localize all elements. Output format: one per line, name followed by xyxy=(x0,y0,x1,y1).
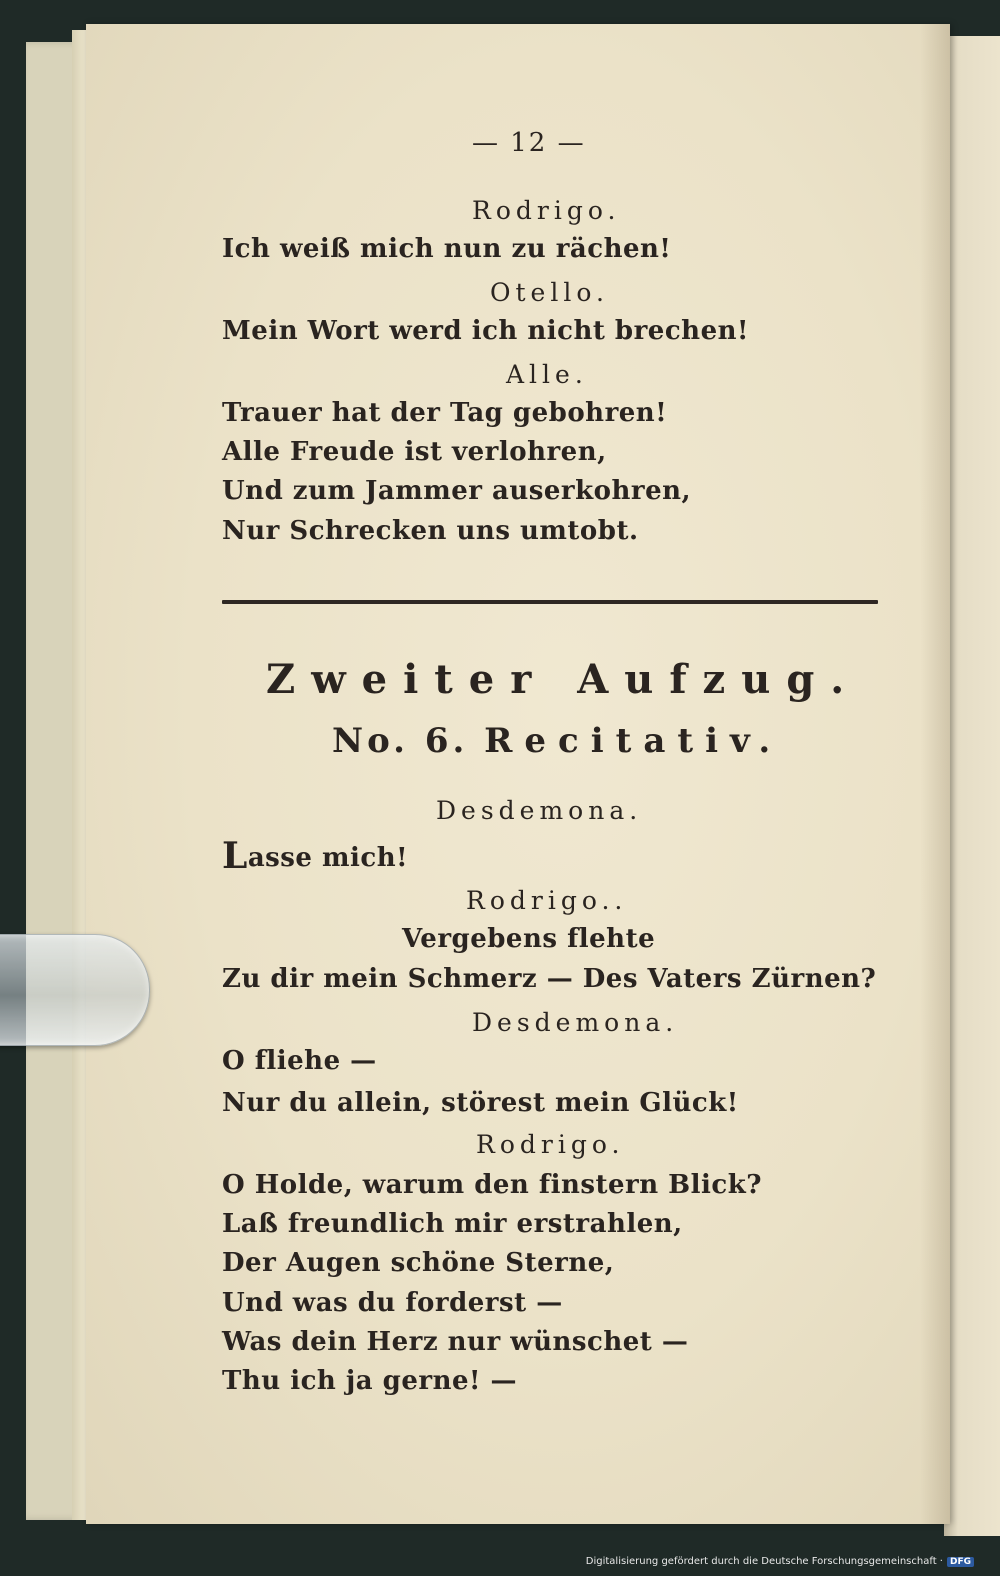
page-number: — 12 — xyxy=(472,128,586,158)
verse-line: Vergebens flehte xyxy=(402,924,656,954)
verse-line: Zu dir mein Schmerz — Des Vaters Zürnen? xyxy=(222,964,877,994)
speaker-otello: Otello. xyxy=(490,278,609,307)
number-heading xyxy=(332,721,783,761)
verse-line xyxy=(222,835,409,877)
verse-line: Der Augen schöne Sterne, xyxy=(222,1248,615,1278)
verse-line: Nur Schrecken uns umtobt. xyxy=(222,516,639,546)
speaker-rodrigo: Rodrigo. xyxy=(476,1130,625,1159)
credit-text: Digitalisierung gefördert durch die Deutsche Forschungsgemeinschaft · xyxy=(585,1556,943,1567)
section-divider xyxy=(222,600,878,604)
verse-line: Laß freundlich mir erstrahlen, xyxy=(222,1209,683,1239)
verse-line: O fliehe — xyxy=(222,1046,377,1076)
verse-line: Nur du allein, störest mein Glück! xyxy=(222,1088,739,1118)
speaker-alle: Alle. xyxy=(506,360,588,389)
verse-text: asse mich! xyxy=(247,843,409,873)
page-clip-bookmark xyxy=(0,934,150,1046)
verse-line: O Holde, warum den finstern Blick? xyxy=(222,1170,762,1200)
number-title: Recitativ. xyxy=(484,721,783,761)
number-label: No. 6. xyxy=(332,721,469,761)
verse-line: Thu ich ja gerne! — xyxy=(222,1366,518,1396)
speaker-desdemona: Desdemona. xyxy=(436,796,643,825)
verse-line: Ich weiß mich nun zu rächen! xyxy=(222,234,672,264)
verse-line: Trauer hat der Tag gebohren! xyxy=(222,398,668,428)
book-page xyxy=(86,24,950,1524)
verse-line: Und was du forderst — xyxy=(222,1288,563,1318)
verse-line: Was dein Herz nur wünschet — xyxy=(222,1327,689,1357)
verse-line: Und zum Jammer auserkohren, xyxy=(222,476,692,506)
verse-line: Mein Wort werd ich nicht brechen! xyxy=(222,316,749,346)
speaker-desdemona: Desdemona. xyxy=(472,1008,679,1037)
act-heading: Zweiter Aufzug. xyxy=(266,656,861,703)
speaker-rodrigo: Rodrigo. xyxy=(472,196,621,225)
drop-capital: L xyxy=(222,835,248,877)
dfg-logo: DFG xyxy=(947,1557,974,1567)
speaker-rodrigo: Rodrigo.. xyxy=(466,886,628,915)
verse-line: Alle Freude ist verlohren, xyxy=(222,437,607,467)
digitization-credit xyxy=(586,1556,974,1567)
facing-page-edge xyxy=(944,36,1000,1536)
